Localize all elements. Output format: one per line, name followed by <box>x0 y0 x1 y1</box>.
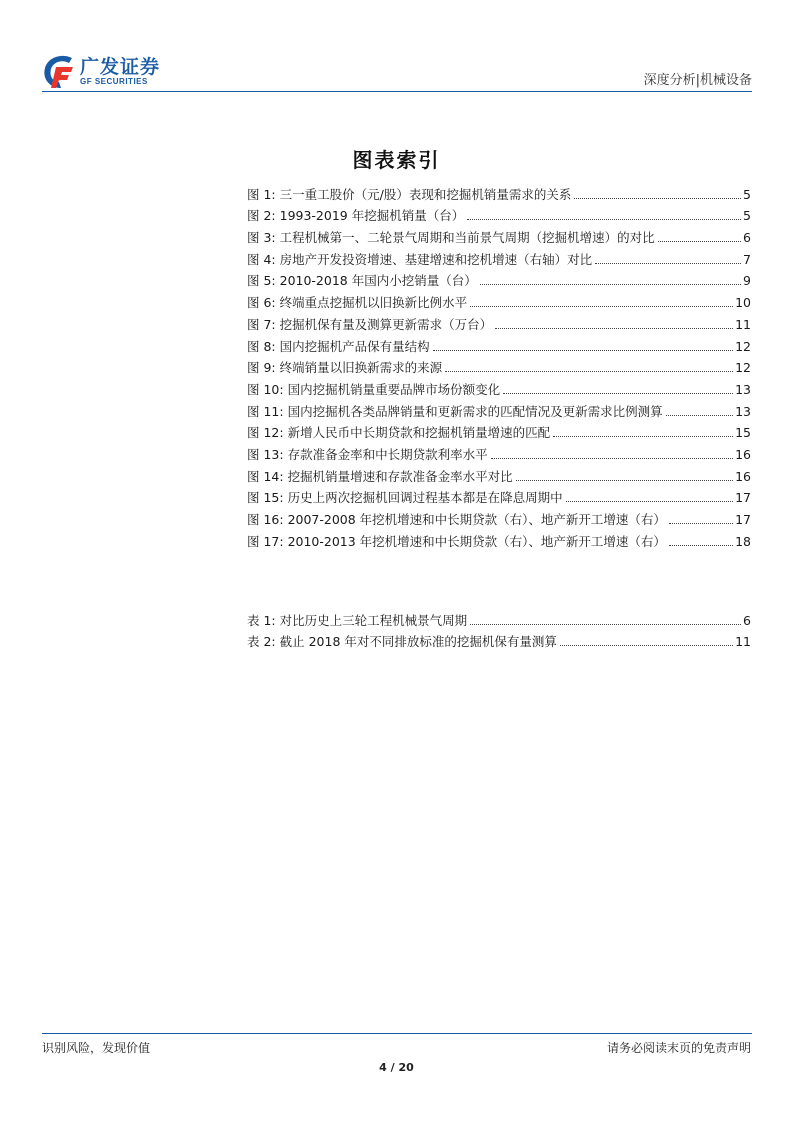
toc-page-number: 5 <box>743 208 751 224</box>
toc-leader-dots <box>669 523 733 524</box>
toc-entry-label: 表 2: 截止 2018 年对不同排放标准的挖掘机保有量测算 <box>247 634 557 650</box>
footer-divider <box>42 1033 752 1034</box>
toc-leader-dots <box>433 350 733 351</box>
toc-entry-label: 图 2: 1993-2019 年挖掘机销量（台） <box>247 208 465 224</box>
toc-leader-dots <box>658 241 741 242</box>
figure-index-entry[interactable] <box>247 375 751 397</box>
toc-entry-label: 图 12: 新增人民币中长期贷款和挖掘机销量增速的匹配 <box>247 425 551 441</box>
figure-index-entry[interactable] <box>247 484 751 506</box>
page-number: 4 / 20 <box>379 1061 414 1074</box>
report-category: 深度分析|机械设备 <box>643 73 752 88</box>
gf-logo-icon <box>42 54 76 90</box>
toc-page-number: 11 <box>735 316 751 332</box>
toc-leader-dots <box>467 219 741 220</box>
toc-entry-label: 图 9: 终端销量以旧换新需求的来源 <box>247 360 443 376</box>
toc-entry-label: 图 6: 终端重点挖掘机以旧换新比例水平 <box>247 295 468 311</box>
toc-leader-dots <box>495 328 733 329</box>
toc-page-number: 7 <box>743 251 751 267</box>
figure-index-entry[interactable] <box>247 332 751 354</box>
figure-index-entry[interactable] <box>247 180 751 202</box>
toc-page-number: 6 <box>743 612 751 628</box>
toc-page-number: 11 <box>735 634 751 650</box>
logo-english-name: GF SECURITIES <box>80 77 148 86</box>
toc-page-number: 13 <box>735 403 751 419</box>
page-title: 图表索引 <box>352 148 441 172</box>
table-index-entry[interactable] <box>247 606 751 628</box>
toc-entry-label: 图 15: 历史上两次挖掘机回调过程基本都是在降息周期中 <box>247 490 563 506</box>
toc-leader-dots <box>574 198 741 199</box>
footer-slogan: 识别风险，发现价值 <box>42 1041 151 1055</box>
toc-leader-dots <box>516 480 734 481</box>
header-divider <box>42 91 752 92</box>
toc-entry-label: 图 8: 国内挖掘机产品保有量结构 <box>247 338 430 354</box>
toc-leader-dots <box>560 645 733 646</box>
toc-leader-dots <box>553 436 733 437</box>
toc-page-number: 12 <box>735 338 751 354</box>
figure-index-entry[interactable] <box>247 310 751 332</box>
toc-leader-dots <box>445 371 733 372</box>
toc-leader-dots <box>470 306 733 307</box>
toc-entry-label: 图 5: 2010-2018 年国内小挖销量（台） <box>247 273 477 289</box>
figure-index-entry[interactable] <box>247 397 751 419</box>
toc-page-number: 18 <box>735 533 751 549</box>
toc-leader-dots <box>480 284 741 285</box>
table-index-list <box>247 606 751 649</box>
toc-leader-dots <box>503 393 733 394</box>
toc-page-number: 10 <box>735 295 751 311</box>
toc-entry-label: 图 16: 2007-2008 年挖机增速和中长期贷款（右）、地产新开工增速（右） <box>247 512 666 527</box>
toc-entry-label: 图 11: 国内挖掘机各类品牌销量和更新需求的匹配情况及更新需求比例测算 <box>247 403 663 419</box>
toc-page-number: 9 <box>743 273 751 289</box>
logo-chinese-name: 广发证券 <box>80 56 161 78</box>
figure-index-entry[interactable] <box>247 354 751 376</box>
figure-index-entry[interactable] <box>247 527 751 549</box>
figure-index-list <box>247 180 751 549</box>
toc-page-number: 5 <box>743 186 751 202</box>
toc-page-number: 15 <box>735 425 751 441</box>
toc-entry-label: 图 4: 房地产开发投资增速、基建增速和挖机增速（右轴）对比 <box>247 251 593 267</box>
toc-leader-dots <box>470 624 741 625</box>
toc-leader-dots <box>566 501 734 502</box>
table-index-entry[interactable] <box>247 628 751 650</box>
figure-index-entry[interactable] <box>247 223 751 245</box>
toc-entry-label: 图 14: 挖掘机销量增速和存款准备金率水平对比 <box>247 468 513 484</box>
figure-index-entry[interactable] <box>247 267 751 289</box>
toc-entry-label: 图 10: 国内挖掘机销量重要品牌市场份额变化 <box>247 381 501 397</box>
figure-index-entry[interactable] <box>247 245 751 267</box>
toc-entry-label: 图 1: 三一重工股价（元/股）表现和挖掘机销量需求的关系 <box>247 186 572 202</box>
toc-leader-dots <box>666 415 734 416</box>
toc-leader-dots <box>491 458 734 459</box>
figure-index-entry[interactable] <box>247 202 751 224</box>
toc-page-number: 12 <box>735 360 751 376</box>
toc-page-number: 13 <box>735 381 751 397</box>
figure-index-entry[interactable] <box>247 440 751 462</box>
toc-leader-dots <box>595 263 741 264</box>
toc-page-number: 16 <box>735 446 751 462</box>
toc-page-number: 16 <box>735 468 751 484</box>
toc-entry-label: 图 17: 2010-2013 年挖机增速和中长期贷款（右）、地产新开工增速（右） <box>247 533 666 549</box>
gf-logo <box>42 52 160 92</box>
page-header <box>42 52 752 92</box>
figure-index-entry[interactable] <box>247 505 751 527</box>
toc-entry-label: 图 3: 工程机械第一、二轮景气周期和当前景气周期（挖掘机增速）的对比 <box>247 230 655 246</box>
toc-leader-dots <box>669 545 733 546</box>
figure-index-entry[interactable] <box>247 462 751 484</box>
footer-disclaimer-note: 请务必阅读末页的免责声明 <box>606 1041 751 1055</box>
toc-entry-label: 表 1: 对比历史上三轮工程机械景气周期 <box>247 612 468 628</box>
toc-page-number: 6 <box>743 230 751 246</box>
toc-entry-label: 图 7: 挖掘机保有量及测算更新需求（万台） <box>247 316 493 332</box>
toc-entry-label: 图 13: 存款准备金率和中长期贷款利率水平 <box>247 446 488 462</box>
toc-page-number: 17 <box>735 490 751 506</box>
figure-index-entry[interactable] <box>247 419 751 441</box>
figure-index-entry[interactable] <box>247 288 751 310</box>
toc-page-number: 17 <box>735 512 751 527</box>
